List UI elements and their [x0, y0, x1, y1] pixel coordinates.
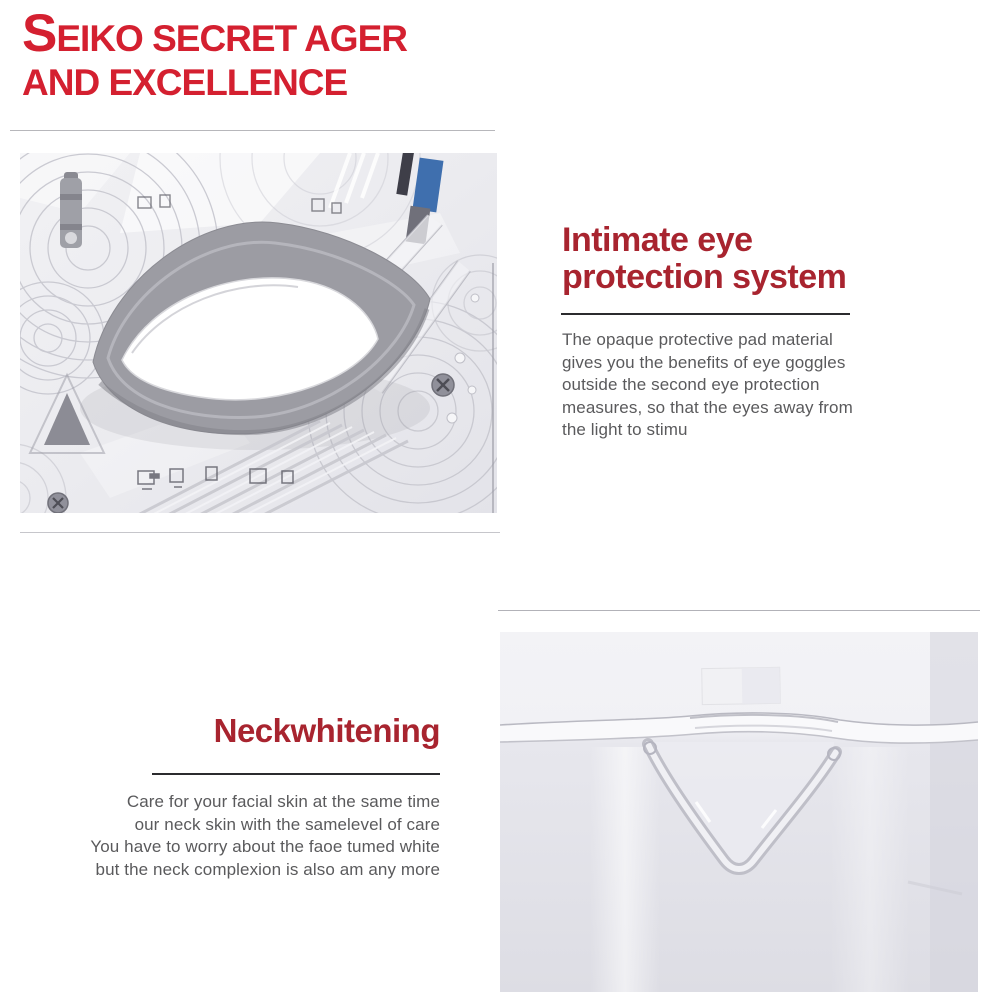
title-line1: [22, 4, 407, 63]
neck-body-line: but the neck complexion is also am any more: [95, 859, 440, 879]
eye-body-line: measures, so that the eyes away from: [562, 397, 853, 417]
title-line2: AND EXCELLENCE: [22, 62, 348, 103]
screw-right: [432, 374, 454, 396]
led-component: [60, 172, 82, 248]
neck-heading-underline: [152, 773, 440, 775]
eye-pad-illustration: [20, 153, 497, 513]
title-initial-letter: S: [22, 4, 57, 63]
eye-heading-underline: [561, 313, 850, 315]
eye-heading-line1: Intimate eye: [562, 221, 753, 259]
eye-body-line: gives you the benefits of eye goggles: [562, 352, 846, 372]
translucent-tab: [702, 667, 781, 704]
title-line1-rest: EIKO SECRET AGER: [56, 18, 407, 59]
section-divider-left: [20, 532, 500, 533]
eye-body-line: the light to stimu: [562, 420, 688, 440]
title-divider: [10, 130, 495, 131]
eye-body-line: outside the second eye protection: [562, 375, 820, 395]
screw-bottom-left: [48, 493, 68, 513]
neck-mask-photo: [500, 632, 978, 992]
page-title: [22, 4, 407, 105]
neck-body-line: our neck skin with the samelevel of care: [134, 814, 440, 834]
neck-body-line: You have to worry about the faoe tumed white: [90, 837, 440, 857]
eye-section-heading: [562, 222, 846, 296]
eye-pad-photo: [20, 153, 497, 513]
section-divider-right: [498, 610, 980, 611]
eye-body-line: The opaque protective pad material: [562, 330, 833, 349]
eye-section-body: [562, 329, 902, 442]
neck-body-line: Care for your facial skin at the same time: [126, 792, 440, 811]
neck-section-heading: Neckwhitening: [213, 712, 440, 749]
neck-section-body: [20, 791, 440, 881]
eye-heading-line2: protection system: [562, 258, 847, 296]
neck-mask-illustration: [500, 632, 978, 992]
